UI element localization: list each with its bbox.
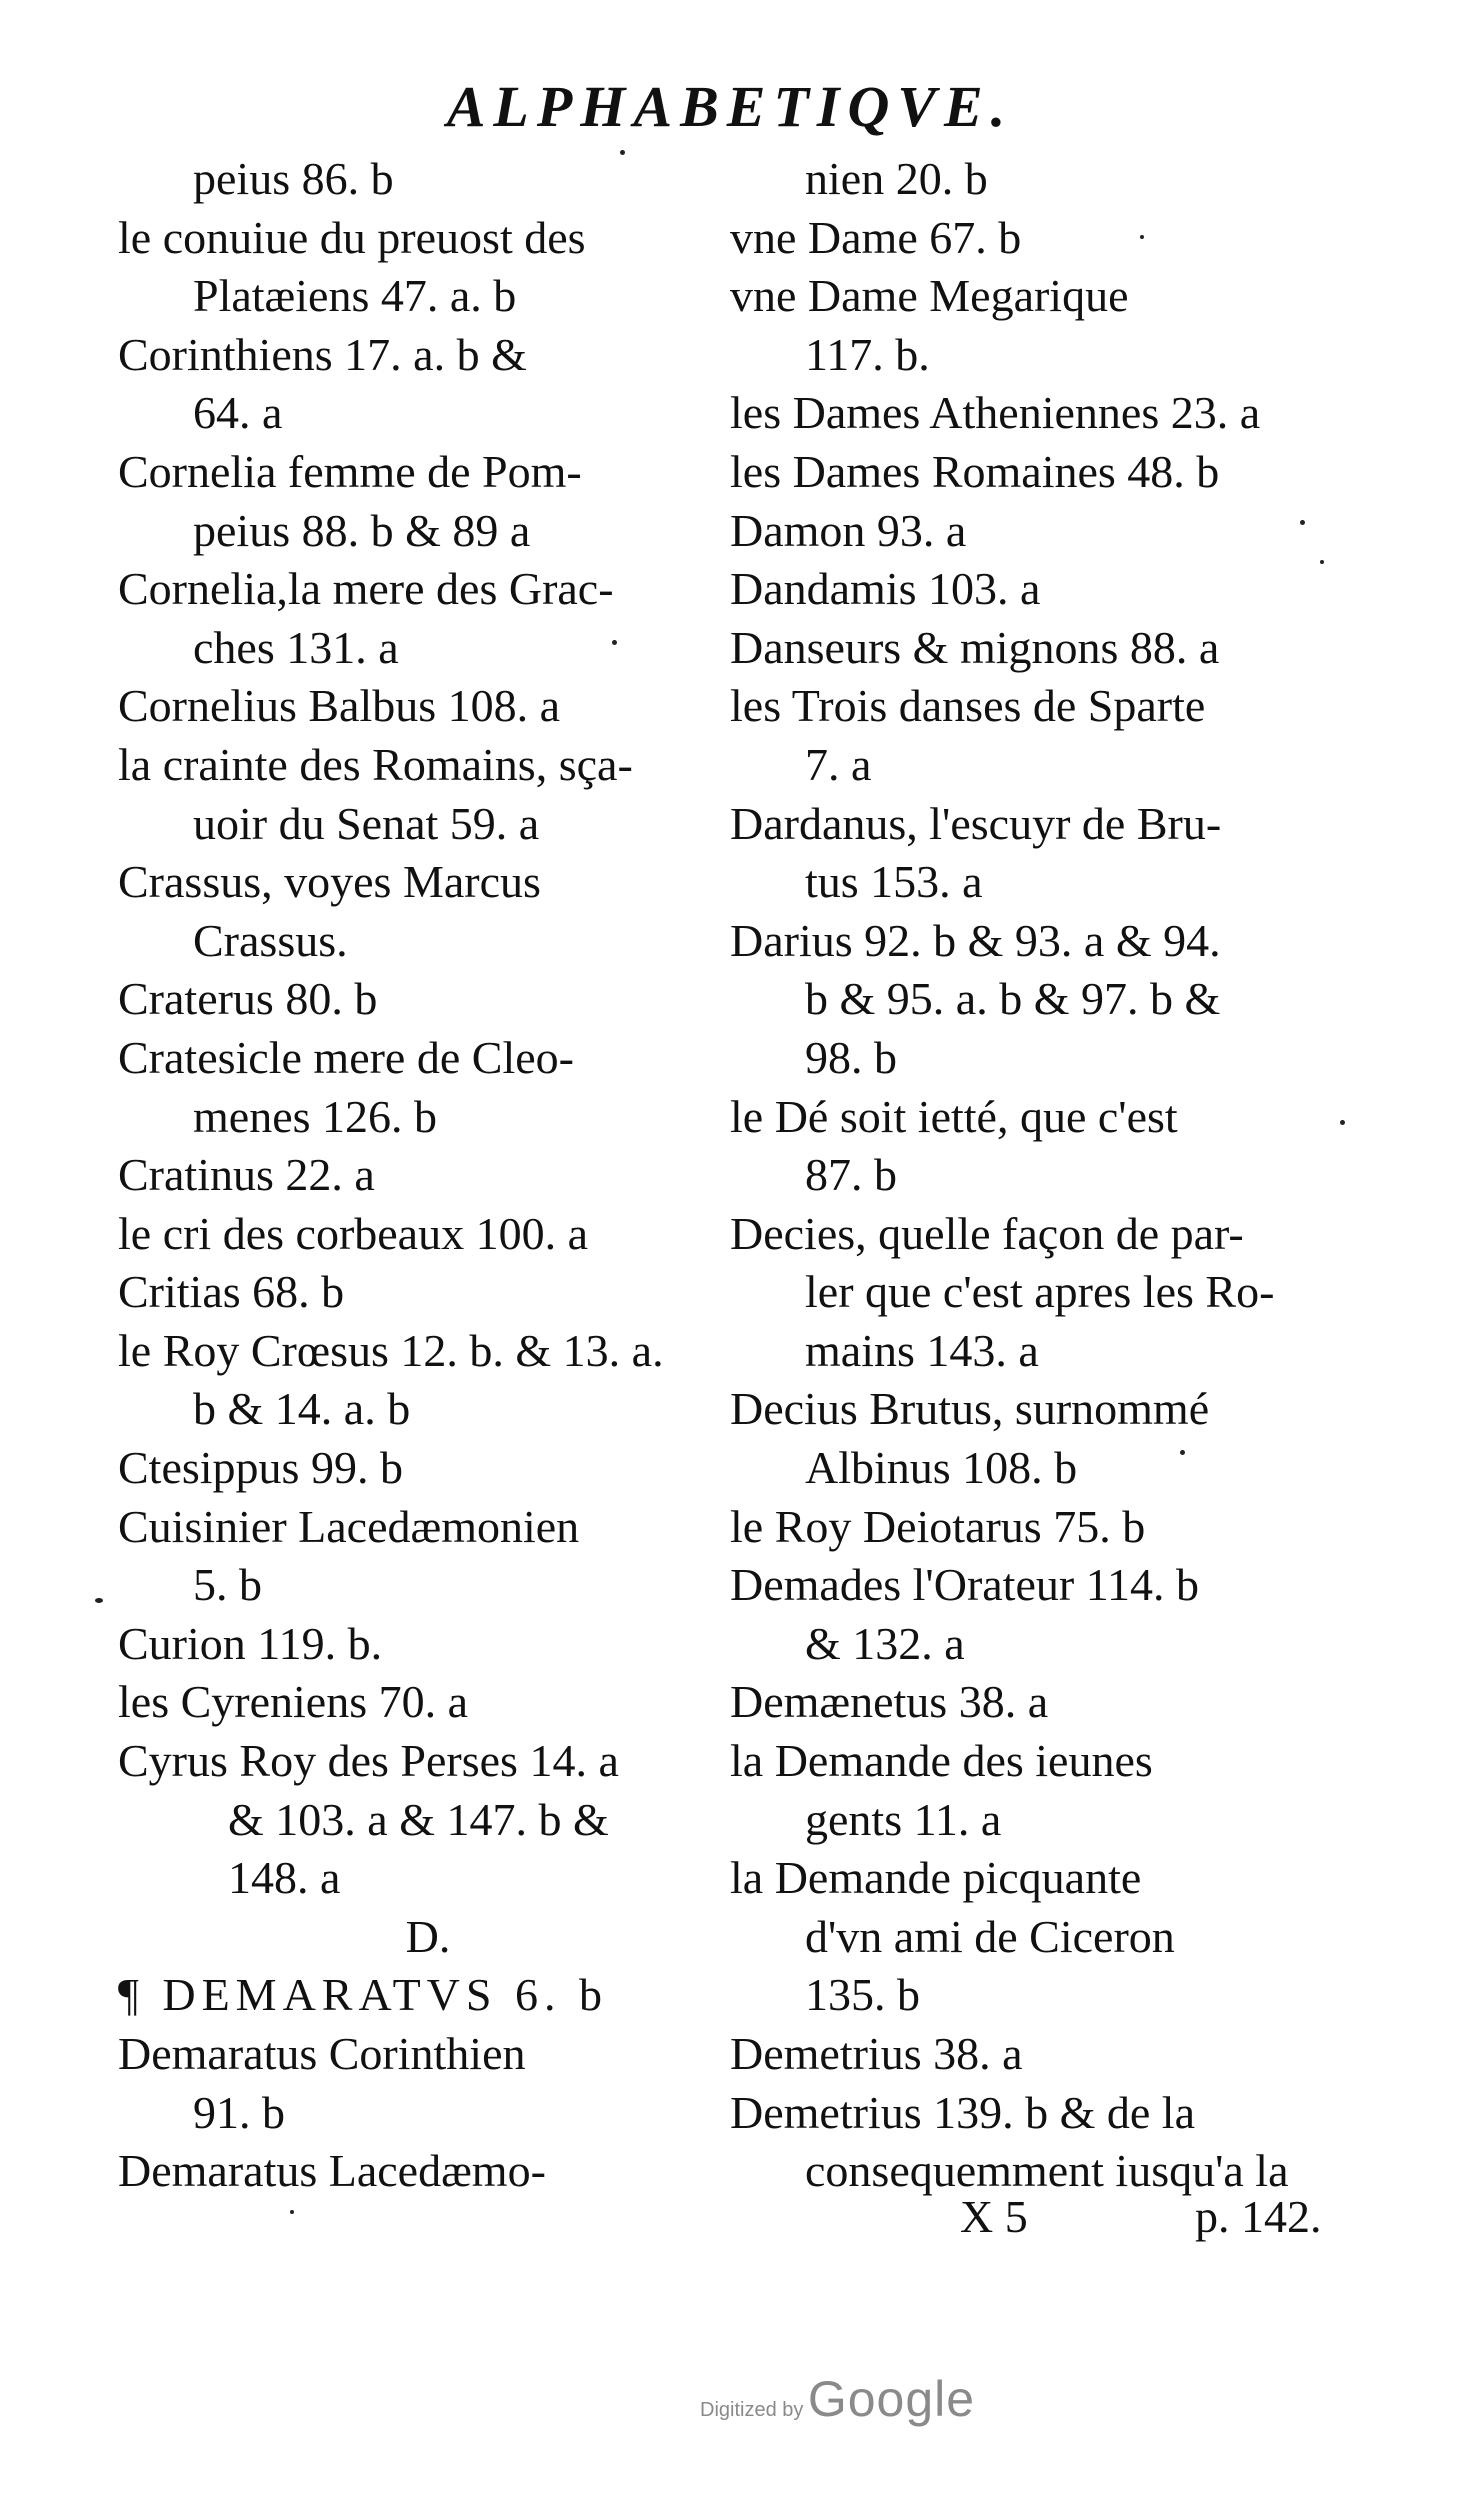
google-logo: Google	[807, 2371, 976, 2427]
index-line: 5. b	[193, 1559, 262, 1611]
index-line: mains 143. a	[805, 1324, 1039, 1376]
index-line: Damon 93. a	[730, 504, 967, 556]
index-line: les Dames Atheniennes 23. a	[730, 387, 1261, 439]
index-line: les Cyreniens 70. a	[118, 1676, 469, 1728]
print-speck	[612, 640, 617, 645]
index-line: Craterus 80. b	[118, 973, 378, 1025]
index-line: 91. b	[193, 2086, 285, 2138]
index-line: le conuiue du preuost des	[118, 211, 586, 263]
index-line: Dardanus, l'escuyr de Bru-	[730, 797, 1222, 849]
index-line: Demades l'Orateur 114. b	[730, 1559, 1199, 1611]
catchword: p. 142.	[1195, 2191, 1322, 2242]
section-letter: D.	[405, 1910, 451, 1962]
index-line: Curion 119. b.	[118, 1617, 383, 1669]
index-line: Crassus, voyes Marcus	[118, 856, 541, 908]
index-line: le Roy Deiotarus 75. b	[730, 1500, 1146, 1552]
index-line: 64. a	[193, 387, 283, 439]
print-speck	[290, 2210, 294, 2214]
index-line: Albinus 108. b	[805, 1442, 1078, 1494]
index-line: Demetrius 139. b & de la	[730, 2086, 1196, 2138]
index-line: Darius 92. b & 93. a & 94.	[730, 914, 1221, 966]
index-line: Decius Brutus, surnommé	[730, 1383, 1210, 1435]
index-line: Critias 68. b	[118, 1266, 345, 1318]
index-line: 7. a	[805, 738, 872, 790]
index-line: tus 153. a	[805, 856, 983, 908]
index-line: 98. b	[805, 1031, 897, 1083]
print-speck	[1140, 235, 1144, 239]
index-line: les Trois danses de Sparte	[730, 680, 1206, 732]
index-line: ¶ DEMARATVS 6. b	[118, 1969, 608, 2021]
index-line: Ctesippus 99. b	[118, 1442, 403, 1494]
print-speck	[1320, 560, 1324, 564]
index-line: 148. a	[228, 1852, 341, 1904]
index-line: nien 20. b	[805, 153, 988, 204]
index-line: ches 131. a	[193, 621, 399, 673]
index-line: Dandamis 103. a	[730, 563, 1041, 615]
index-line: le cri des corbeaux 100. a	[118, 1207, 589, 1259]
index-line: la crainte des Romains, sça-	[118, 738, 633, 790]
index-line: b & 95. a. b & 97. b &	[805, 973, 1221, 1025]
index-line: Danseurs & mignons 88. a	[730, 621, 1220, 673]
index-line: Decies, quelle façon de par-	[730, 1207, 1244, 1259]
index-line: Demaratus Corinthien	[118, 2028, 526, 2079]
index-line: menes 126. b	[193, 1090, 438, 1142]
index-line: peius 86. b	[193, 153, 394, 204]
index-line: la Demande des ieunes	[730, 1735, 1153, 1787]
print-speck	[95, 1598, 103, 1603]
index-line: 87. b	[805, 1149, 897, 1201]
index-line: Cornelius Balbus 108. a	[118, 680, 561, 732]
index-line: ler que c'est apres les Ro-	[805, 1266, 1275, 1318]
index-line: Demænetus 38. a	[730, 1676, 1049, 1728]
index-line: Cratesicle mere de Cleo-	[118, 1031, 574, 1083]
index-line: Cuisinier Lacedæmonien	[118, 1500, 580, 1552]
index-line: Corinthiens 17. a. b &	[118, 328, 527, 380]
index-line: & 132. a	[805, 1617, 965, 1669]
index-line: consequemment iusqu'a la	[805, 2145, 1289, 2197]
index-line: Cornelia,la mere des Grac-	[118, 563, 614, 615]
print-speck	[1300, 520, 1305, 525]
index-line: Crassus.	[193, 914, 348, 966]
print-speck	[1340, 1120, 1345, 1125]
index-line: Platæiens 47. a. b	[193, 270, 517, 322]
index-line: le Roy Crœsus 12. b. & 13. a.	[118, 1324, 664, 1376]
index-line: les Dames Romaines 48. b	[730, 445, 1220, 497]
index-line: vne Dame 67. b	[730, 211, 1022, 263]
index-line: Cratinus 22. a	[118, 1149, 375, 1201]
index-line: 135. b	[805, 1969, 920, 2021]
index-line: Cornelia femme de Pom-	[118, 445, 582, 497]
index-line: gents 11. a	[805, 1793, 1002, 1845]
index-line: b & 14. a. b	[193, 1383, 411, 1435]
index-line: le Dé soit ietté, que c'est	[730, 1090, 1178, 1142]
print-speck	[1180, 1450, 1185, 1455]
badge-prefix: Digitized by	[700, 2399, 804, 2421]
index-line: & 103. a & 147. b &	[228, 1793, 609, 1845]
index-column-right	[730, 150, 1370, 2201]
signature-mark: X 5	[960, 2191, 1028, 2242]
index-line: peius 88. b & 89 a	[193, 504, 531, 556]
index-line: Demetrius 38. a	[730, 2028, 1023, 2079]
index-column-left	[118, 150, 738, 2201]
index-line: Cyrus Roy des Perses 14. a	[118, 1735, 619, 1787]
index-line: la Demande picquante	[730, 1852, 1142, 1904]
index-line: 117. b.	[805, 328, 930, 380]
running-title: ALPHABETIQVE.	[446, 74, 1014, 139]
index-line: Demaratus Lacedæmo-	[118, 2145, 546, 2197]
digitized-by-badge	[700, 2370, 975, 2428]
index-line: d'vn ami de Ciceron	[805, 1910, 1175, 1962]
print-speck	[620, 150, 625, 155]
index-line: uoir du Senat 59. a	[193, 797, 540, 849]
index-line: vne Dame Megarique	[730, 270, 1129, 322]
